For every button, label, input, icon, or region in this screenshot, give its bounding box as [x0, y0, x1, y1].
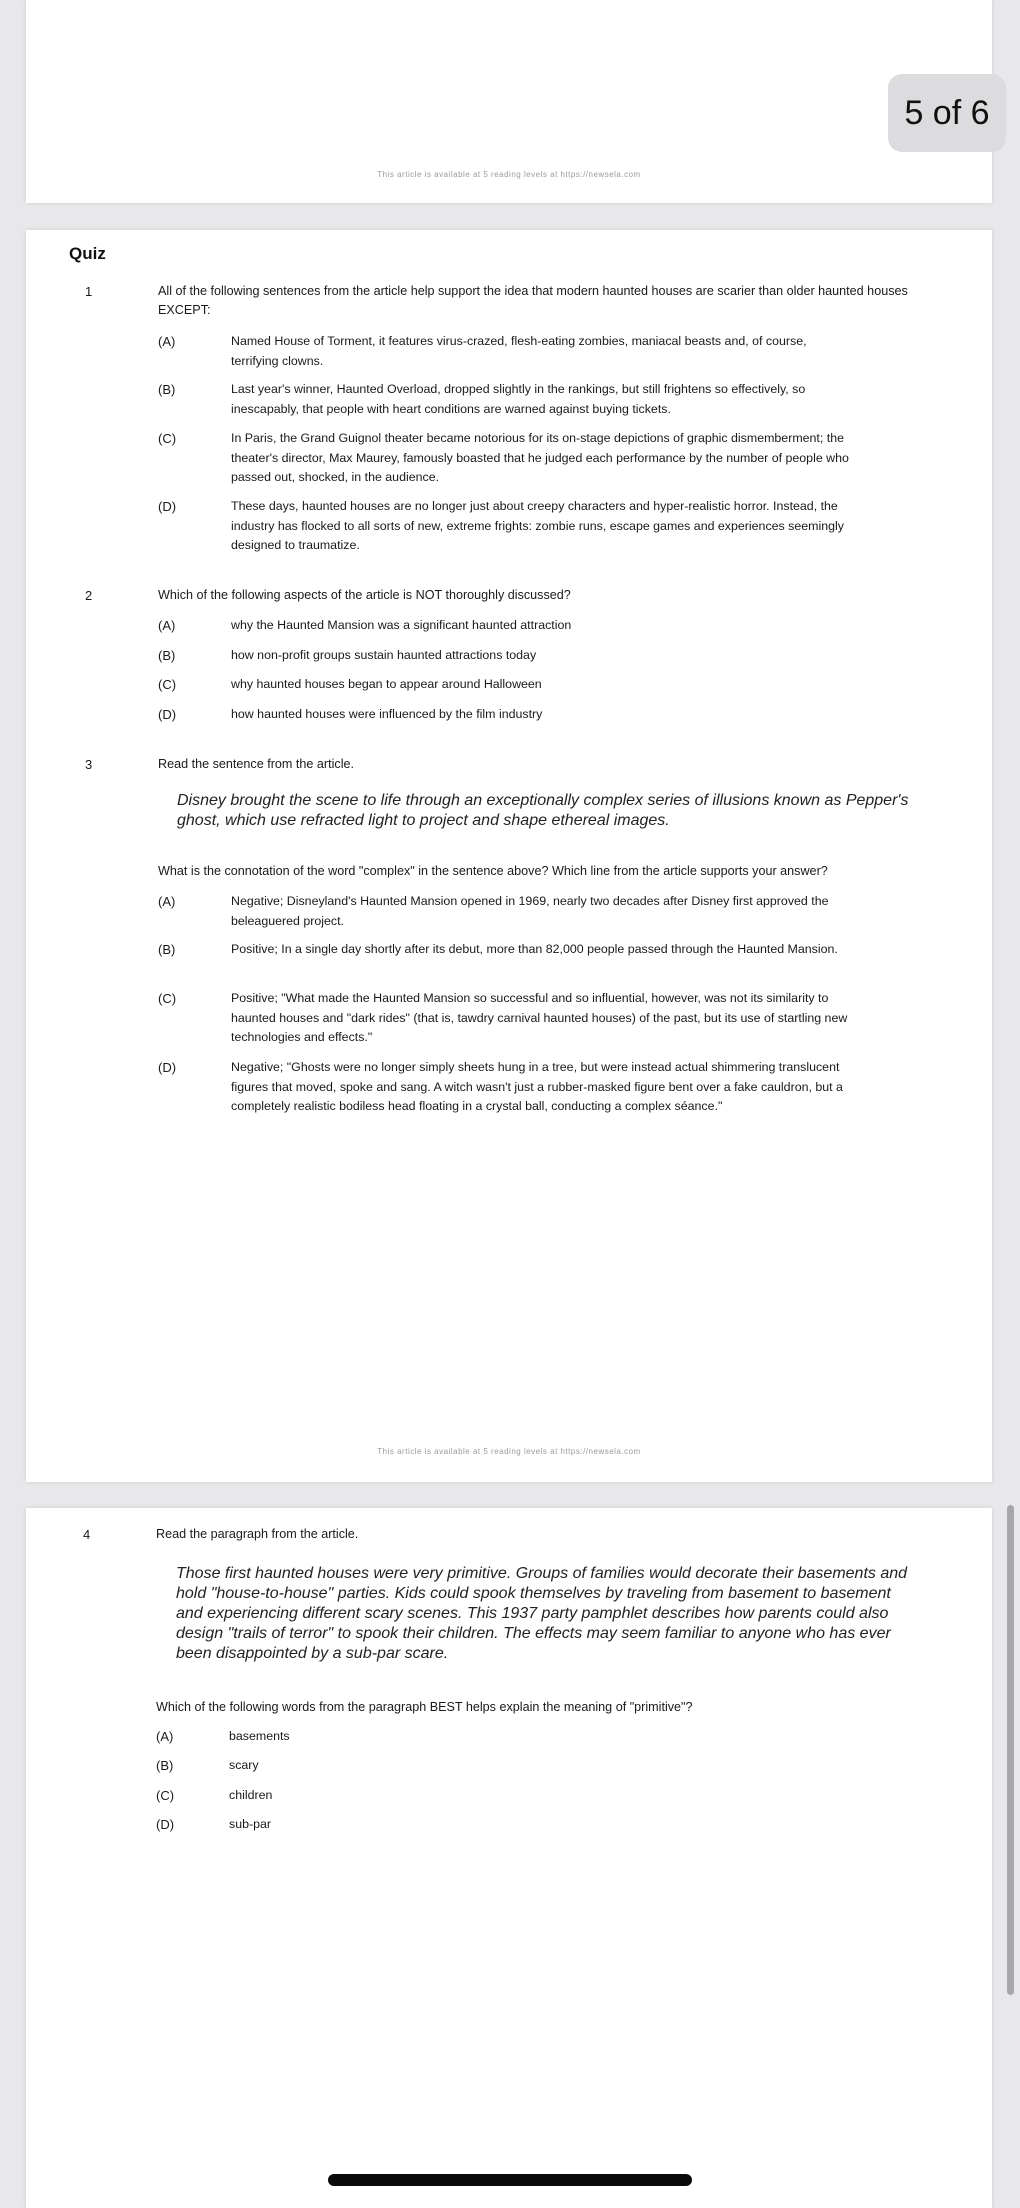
- option-text[interactable]: how haunted houses were influenced by the film industry: [231, 707, 543, 721]
- question-stem: Which of the following aspects of the article is NOT thoroughly discussed?: [158, 588, 571, 602]
- article-quote: Disney brought the scene to life through an exceptionally complex series of illusions known as Pepper's ghost, which use refracted light to project and shape ethereal images.: [177, 792, 909, 829]
- home-indicator[interactable]: [328, 2174, 692, 2186]
- question-number: 4: [83, 1527, 91, 1542]
- option-letter: (C): [156, 1788, 175, 1803]
- article-quote: Those first haunted houses were very primitive. Groups of families would decorate their basements and hold "house-to-house" parties. Kids could spook themselves by traveling from basement to basement and experiencing different scary scenes. This 1937 party pamphlet describes how parents could also design "trails of terror" to spook their children. The effects may seem familiar to anyone who has ever been disappointed by a sub-par scare.: [176, 1565, 908, 1662]
- page-footer-note: This article is available at 5 reading levels at https://newsela.com: [377, 1447, 641, 1456]
- question-stem: Read the paragraph from the article.: [156, 1527, 359, 1541]
- option-text[interactable]: children: [229, 1788, 273, 1802]
- page-footer-note: This article is available at 5 reading levels at https://newsela.com: [377, 170, 641, 179]
- option-letter: (A): [156, 1729, 174, 1744]
- option-text[interactable]: why haunted houses began to appear around Halloween: [231, 677, 542, 691]
- option-letter: (B): [156, 1758, 174, 1773]
- option-text[interactable]: Negative; Disneyland's Haunted Mansion opened in 1969, nearly two decades after Disney first approved the beleaguered project.: [231, 894, 829, 928]
- question-number: 3: [85, 757, 93, 772]
- scrollbar[interactable]: [1007, 1505, 1014, 1995]
- option-letter: (D): [158, 707, 177, 722]
- option-letter: (A): [158, 334, 176, 349]
- option-text[interactable]: why the Haunted Mansion was a significant haunted attraction: [231, 618, 572, 632]
- question-number: 2: [85, 588, 93, 603]
- question-prompt: Which of the following words from the paragraph BEST helps explain the meaning of "primitive"?: [156, 1700, 693, 1714]
- option-text[interactable]: Positive; In a single day shortly after its debut, more than 82,000 people passed through the Haunted Mansion.: [231, 942, 838, 956]
- option-text[interactable]: Last year's winner, Haunted Overload, dropped slightly in the rankings, but still frightens so effectively, so inescapably, that people with heart conditions are warned against buying tickets.: [231, 382, 806, 416]
- option-text[interactable]: Named House of Torment, it features virus-crazed, flesh-eating zombies, maniacal beasts and, of course, terrifying clowns.: [231, 334, 807, 368]
- option-letter: (A): [158, 618, 176, 633]
- option-letter: (B): [158, 648, 176, 663]
- option-letter: (D): [158, 1060, 177, 1075]
- question-stem: Read the sentence from the article.: [158, 757, 355, 771]
- option-text[interactable]: basements: [229, 1729, 290, 1743]
- question-prompt: What is the connotation of the word "complex" in the sentence above? Which line from the article supports your answer?: [158, 864, 828, 878]
- option-letter: (B): [158, 382, 176, 397]
- page-indicator: 5 of 6: [888, 74, 1006, 152]
- option-text[interactable]: sub-par: [229, 1817, 272, 1831]
- document-page-next: [26, 1508, 992, 2208]
- document-page-quiz: [26, 230, 992, 1482]
- document-page-previous: [26, 0, 992, 203]
- question-number: 1: [85, 284, 93, 299]
- option-letter: (C): [158, 431, 177, 446]
- option-text[interactable]: These days, haunted houses are no longer just about creepy characters and hyper-realistic horror. Instead, the industry has flocked to all sorts of new, extreme frights: zombie runs, escape games and experiences seemingly designed to traumatize.: [231, 499, 844, 552]
- option-letter: (D): [158, 499, 177, 514]
- option-letter: (D): [156, 1817, 175, 1832]
- option-letter: (C): [158, 991, 177, 1006]
- option-text[interactable]: Negative; "Ghosts were no longer simply sheets hung in a tree, but were instead actual shimmering translucent figures that moved, spoke and sang. A witch wasn't just a rubber-masked figure bent over a fake cauldron, but a completely realistic bodiless head floating in a crystal ball, conducting a complex séance.": [231, 1060, 843, 1113]
- quiz-title: Quiz: [69, 244, 106, 263]
- option-text[interactable]: In Paris, the Grand Guignol theater became notorious for its on-stage depictions of graphic dismemberment; the theater's director, Max Maurey, famously boasted that he judged each performance by the number of people who passed out, shocked, in the audience.: [231, 431, 849, 484]
- option-letter: (A): [158, 894, 176, 909]
- option-text[interactable]: how non-profit groups sustain haunted attractions today: [231, 648, 537, 662]
- option-text[interactable]: Positive; "What made the Haunted Mansion so successful and so influential, however, was not its similarity to haunted houses and "dark rides" (that is, tawdry carnival haunted houses) of the past, but its use of startling new technologies and effects.": [231, 991, 848, 1044]
- option-text[interactable]: scary: [229, 1758, 259, 1772]
- option-letter: (B): [158, 942, 176, 957]
- option-letter: (C): [158, 677, 177, 692]
- question-stem: All of the following sentences from the article help support the idea that modern haunted houses are scarier than older haunted houses EXCEPT:: [158, 284, 908, 317]
